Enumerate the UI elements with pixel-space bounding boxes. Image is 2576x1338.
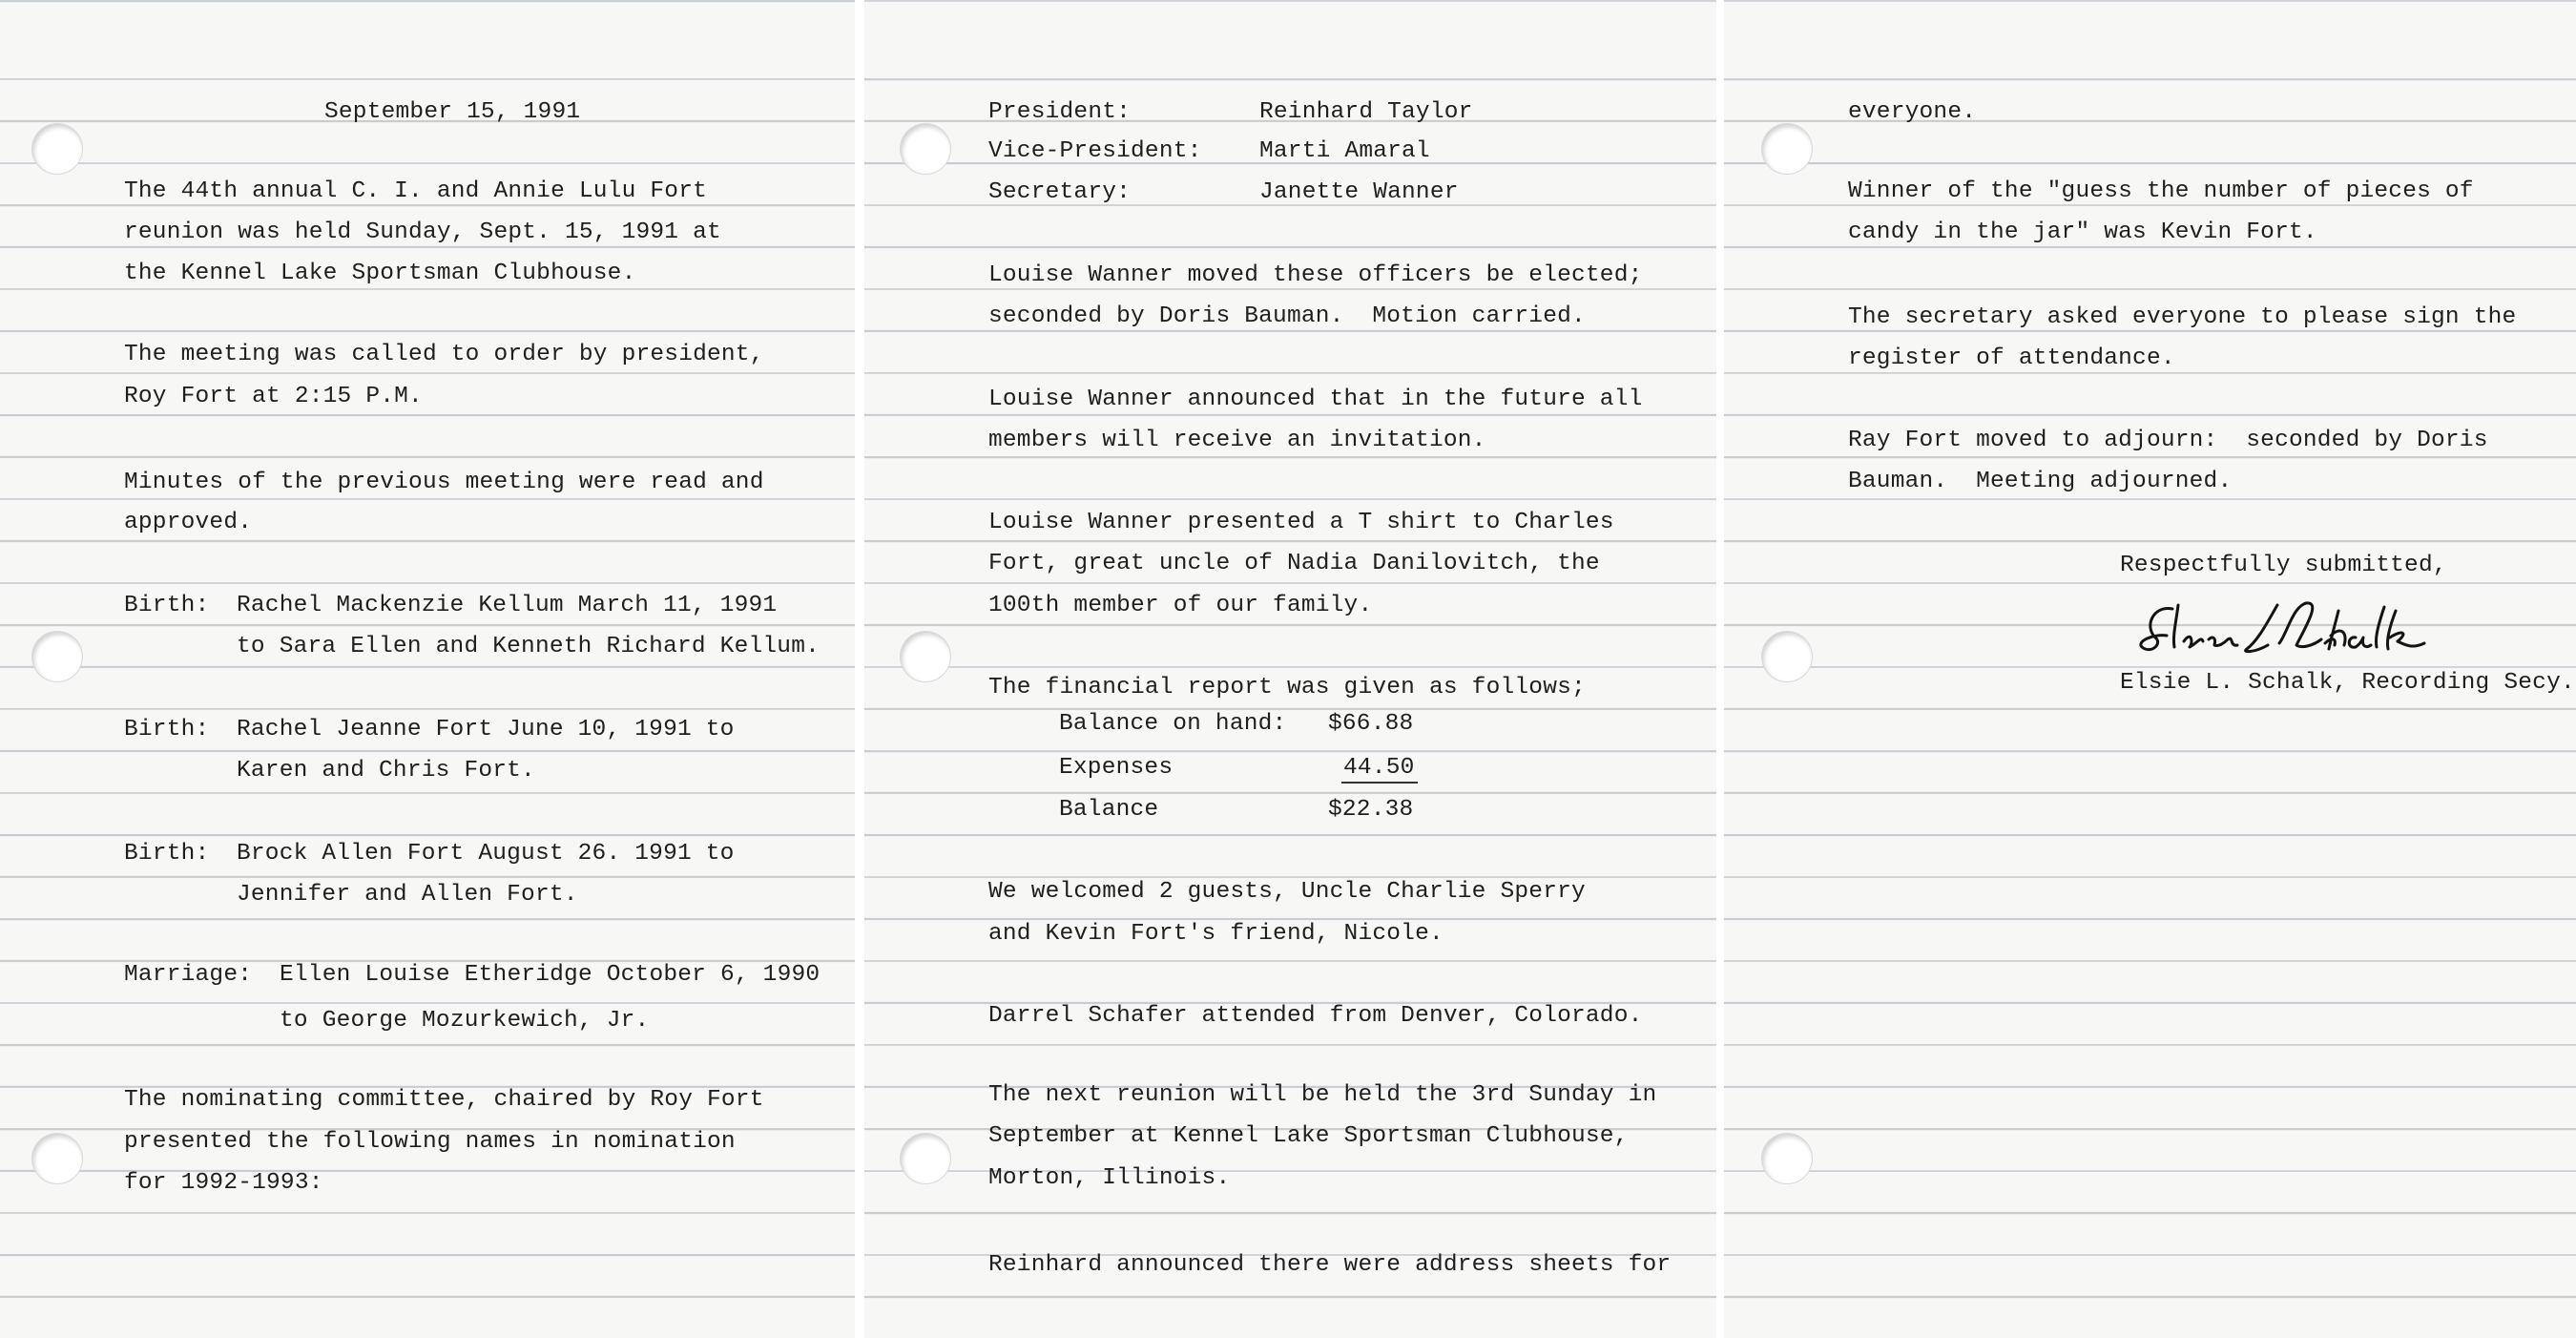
paragraph-line: approved. <box>124 510 253 535</box>
paragraph-line: The secretary asked everyone to please sign the <box>1848 304 2517 330</box>
paragraph-line: 100th member of our family. <box>988 593 1373 618</box>
paragraph-line: Louise Wanner moved these officers be elected; <box>988 262 1643 288</box>
punch-hole <box>1762 124 1812 174</box>
paragraph-line: September at Kennel Lake Sportsman Clubhouse, <box>988 1123 1629 1149</box>
birth-label: Birth: <box>124 841 210 867</box>
punch-hole <box>32 1134 82 1183</box>
handwritten-signature <box>2134 588 2449 664</box>
finance-amount: $66.88 <box>1328 711 1414 737</box>
paragraph-line: Darrel Schafer attended from Denver, Colorado. <box>988 1003 1643 1029</box>
paragraph-line: We welcomed 2 guests, Uncle Charlie Sperry <box>988 879 1586 905</box>
paragraph-line: for 1992-1993: <box>124 1170 323 1196</box>
paragraph-line: register of attendance. <box>1848 345 2175 371</box>
marriage-line: to George Mozurkewich, Jr. <box>280 1008 650 1034</box>
finance-label: Expenses <box>1059 755 1174 781</box>
finance-amount: 44.50 <box>1343 755 1415 781</box>
minutes-page-3 <box>1724 0 2576 1338</box>
birth-line: Rachel Mackenzie Kellum March 11, 1991 <box>237 593 778 618</box>
birth-line: Rachel Jeanne Fort June 10, 1991 to <box>237 717 735 742</box>
punch-hole <box>1762 1134 1812 1183</box>
paragraph-line: Winner of the "guess the number of pieces of <box>1848 178 2474 204</box>
officer-name: Reinhard Taylor <box>1259 99 1473 125</box>
paragraph-line: Morton, Illinois. <box>988 1165 1231 1191</box>
punch-hole <box>32 632 82 681</box>
finance-intro: The financial report was given as follows; <box>988 675 1586 700</box>
paragraph-line: Bauman. Meeting adjourned. <box>1848 469 2233 494</box>
paragraph-line: Louise Wanner presented a T shirt to Charles <box>988 510 1614 535</box>
punch-hole <box>901 632 950 681</box>
finance-label: Balance on hand: <box>1059 711 1287 737</box>
paragraph-line: The next reunion will be held the 3rd Sunday in <box>988 1082 1657 1108</box>
paragraph-line: The 44th annual C. I. and Annie Lulu Fort <box>124 178 707 204</box>
officer-role: Secretary: <box>988 179 1132 205</box>
paragraph-line: Fort, great uncle of Nadia Danilovitch, the <box>988 551 1600 576</box>
paragraph-line: The nominating committee, chaired by Roy Fort <box>124 1087 764 1113</box>
paragraph-line: The meeting was called to order by president, <box>124 342 764 367</box>
punch-hole <box>32 124 82 174</box>
paragraph-line: Louise Wanner announced that in the future all <box>988 387 1643 412</box>
paragraph-line: reunion was held Sunday, Sept. 15, 1991 at <box>124 220 721 245</box>
officer-name: Marti Amaral <box>1259 138 1430 164</box>
paragraph-line: seconded by Doris Bauman. Motion carried. <box>988 303 1586 329</box>
birth-line: to Sara Ellen and Kenneth Richard Kellum. <box>237 634 820 659</box>
paragraph-line: candy in the jar" was Kevin Fort. <box>1848 220 2317 245</box>
signer-name: Elsie L. Schalk, Recording Secy. <box>2120 670 2575 696</box>
officer-name: Janette Wanner <box>1259 179 1459 205</box>
birth-label: Birth: <box>124 717 210 742</box>
punch-hole <box>901 124 950 174</box>
paragraph-line: Minutes of the previous meeting were read and <box>124 470 764 495</box>
paragraph-line: Ray Fort moved to adjourn: seconded by Doris <box>1848 428 2488 453</box>
paragraph-line: the Kennel Lake Sportsman Clubhouse. <box>124 261 636 286</box>
marriage-label: Marriage: <box>124 962 253 988</box>
paragraph-line: members will receive an invitation. <box>988 428 1486 453</box>
marriage-line: Ellen Louise Etheridge October 6, 1990 <box>280 962 821 988</box>
closing: Respectfully submitted, <box>2120 553 2447 578</box>
page-gap <box>1716 0 1724 1338</box>
paragraph-line: Reinhard announced there were address sheets for <box>988 1252 1672 1278</box>
page-gap <box>855 0 864 1338</box>
punch-hole <box>901 1134 950 1183</box>
paragraph-line: and Kevin Fort's friend, Nicole. <box>988 921 1444 947</box>
birth-line: Brock Allen Fort August 26. 1991 to <box>237 841 735 867</box>
birth-label: Birth: <box>124 593 210 618</box>
sum-underline <box>1341 782 1418 784</box>
finance-label: Balance <box>1059 797 1159 823</box>
officer-role: President: <box>988 99 1132 125</box>
officer-role: Vice-President: <box>988 138 1202 164</box>
paragraph-line: Roy Fort at 2:15 P.M. <box>124 384 423 409</box>
paragraph-line: presented the following names in nomination <box>124 1129 736 1155</box>
birth-line: Jennifer and Allen Fort. <box>237 882 578 908</box>
punch-hole <box>1762 632 1812 681</box>
birth-line: Karen and Chris Fort. <box>237 758 535 784</box>
finance-amount: $22.38 <box>1328 797 1414 823</box>
minutes-page-2 <box>864 0 1716 1338</box>
meeting-date: September 15, 1991 <box>324 99 581 125</box>
paragraph-line: everyone. <box>1848 99 1977 125</box>
minutes-page-1 <box>0 0 855 1338</box>
